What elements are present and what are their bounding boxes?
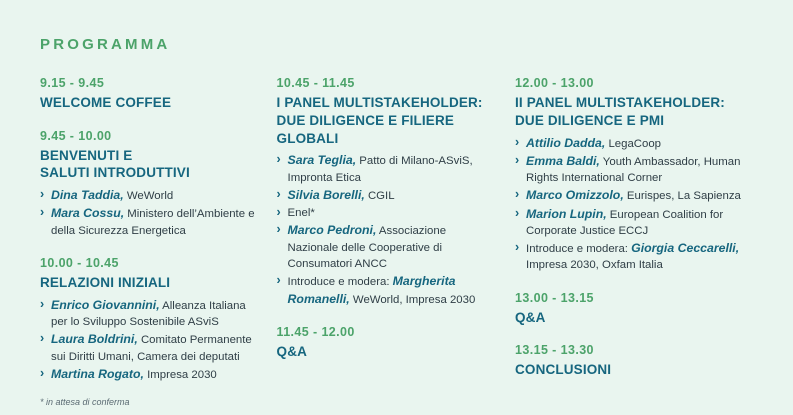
speaker-prefix: Introduce e modera: — [526, 243, 632, 256]
session-time: 9.45 - 10.00 — [40, 128, 112, 143]
speaker-affiliation: Associazione Nazionale delle Cooperative di Consumatori ANCC — [287, 225, 447, 270]
speaker-affiliation: WeWorld — [123, 190, 174, 203]
speaker-name: Attilio Dadda, — [526, 135, 606, 150]
speaker-item — [515, 187, 753, 204]
speaker-affiliation: Impresa 2030 — [143, 368, 217, 381]
speaker-name: Martina Rogato, — [51, 366, 144, 381]
programme-block — [515, 342, 753, 379]
speaker-name: Margherita Romanelli, — [287, 274, 456, 306]
session-time: 9.15 - 9.45 — [40, 76, 105, 90]
speaker-item — [515, 206, 753, 240]
speaker-list — [40, 187, 259, 239]
speaker-item — [515, 240, 753, 274]
session-time: 12.00 - 13.00 — [515, 76, 594, 90]
speaker-item — [277, 187, 497, 204]
speaker-item — [40, 297, 259, 331]
speaker-affiliation: Youth Ambassador, Human Rights International Corner — [526, 155, 741, 185]
speaker-plain: Enel* — [287, 207, 315, 220]
speaker-list — [277, 152, 497, 308]
speaker-name: Marco Pedroni, — [287, 223, 377, 238]
programme-block — [40, 75, 259, 112]
speaker-name: Enrico Giovannini, — [51, 297, 160, 312]
speaker-item — [277, 205, 497, 221]
speaker-item — [40, 187, 259, 204]
speaker-name: Silvia Borelli, — [287, 187, 365, 202]
programme-column-1 — [40, 75, 277, 384]
speaker-name: Marco Omizzolo, — [526, 188, 624, 203]
speaker-item — [277, 222, 497, 272]
programme-block — [515, 75, 753, 274]
speaker-name: Giorgia Ceccarelli, — [631, 241, 740, 256]
programme-block — [40, 255, 259, 383]
programme-block — [277, 324, 497, 361]
speaker-item — [277, 152, 497, 186]
programme-columns — [40, 75, 753, 384]
speaker-prefix: Introduce e modera: — [287, 276, 393, 289]
session-time: 10.45 - 11.45 — [276, 76, 355, 90]
speaker-name: Mara Cossu, — [51, 206, 125, 221]
session-title: WELCOME COFFEE — [40, 94, 172, 110]
speaker-name: Sara Teglia, — [287, 153, 357, 168]
programme-column-2 — [277, 75, 515, 361]
page-title: PROGRAMMA — [40, 36, 171, 53]
session-time: 13.00 - 13.15 — [515, 290, 594, 305]
session-title: Q&A — [515, 309, 546, 325]
speaker-name: Dina Taddia, — [51, 188, 124, 203]
speaker-affiliation: Eurispes, La Sapienza — [623, 190, 741, 203]
speaker-affiliation: LegaCoop — [605, 137, 662, 150]
session-title: I PANEL MULTISTAKEHOLDER: DUE DILIGENCE E FILIERE GLOBALI — [276, 94, 483, 146]
session-title: CONCLUSIONI — [515, 362, 612, 378]
session-title: BENVENUTI E SALUTI INTRODUTTIVI — [40, 147, 190, 181]
speaker-affiliation: Patto di Milano-ASviS, Impronta Etica — [287, 155, 473, 184]
speaker-affiliation: Comitato Permanente sui Diritti Umani, Camera dei deputati — [51, 334, 252, 363]
programme-block — [40, 128, 259, 239]
speaker-name: Laura Boldrini, — [51, 332, 138, 347]
speaker-affiliation: Ministero dell’Ambiente e della Sicurezza Energetica — [51, 208, 255, 237]
speaker-affiliation: WeWorld, Impresa 2030 — [349, 293, 476, 306]
session-title: Q&A — [276, 343, 307, 359]
session-time: 10.00 - 10.45 — [40, 256, 119, 271]
speaker-list — [40, 297, 259, 383]
speaker-name: Marion Lupin, — [526, 206, 607, 221]
session-time: 13.15 - 13.30 — [515, 343, 594, 358]
speaker-item — [515, 153, 753, 187]
programme-block — [515, 290, 753, 327]
speaker-item — [515, 135, 753, 152]
programme-block — [277, 75, 497, 308]
speaker-affiliation: CGIL — [364, 189, 395, 202]
speaker-affiliation: Alleanza Italiana per lo Sviluppo Sostenibile ASviS — [51, 299, 246, 328]
speaker-name: Emma Baldi, — [526, 153, 600, 168]
speaker-item — [40, 205, 259, 239]
session-time: 11.45 - 12.00 — [276, 324, 355, 339]
footnote: * in attesa di conferma — [40, 397, 130, 407]
session-title: II PANEL MULTISTAKEHOLDER: DUE DILIGENCE E PMI — [515, 94, 725, 128]
speaker-affiliation: Impresa 2030, Oxfam Italia — [526, 259, 663, 272]
speaker-list — [515, 135, 753, 274]
programme-column-3 — [515, 75, 753, 379]
speaker-item — [40, 331, 259, 365]
speaker-item — [277, 273, 497, 308]
speaker-affiliation: European Coalition for Corporate Justice ECCJ — [526, 208, 724, 237]
speaker-item — [40, 366, 259, 383]
session-title: RELAZIONI INIZIALI — [40, 274, 171, 290]
